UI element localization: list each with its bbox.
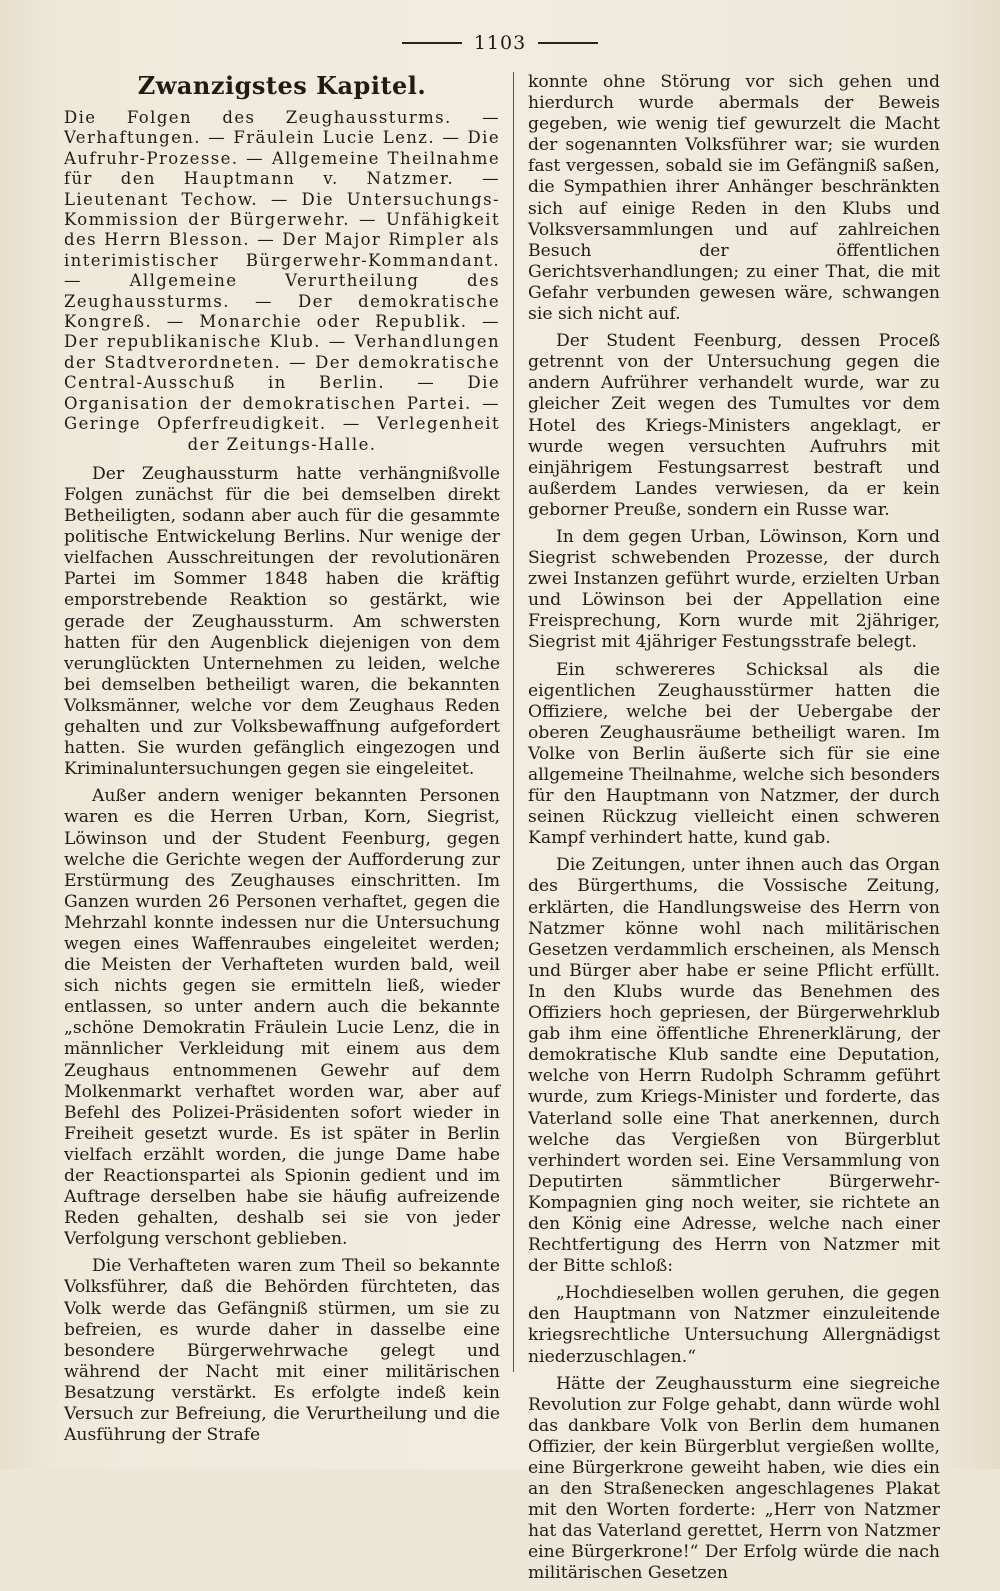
page-header xyxy=(0,30,1000,56)
paragraph: Die Zeitungen, unter ihnen auch das Organ des Bürgerthums, die Vossische Zeitung, erklärten, die Handlungsweise des Herrn von Natzmer könne wohl nach militärischen Gesetzen verdammlich erscheinen, als Mensch und Bürger aber habe er seine Pflicht erfüllt. In den Klubs wurde das Benehmen des Offiziers hoch gepriesen, der Bürgerwehrklub gab ihm eine öffentliche Ehrenerklärung, der demokratische Klub sandte eine Deputation, welche von Herrn Rudolph Schramm geführt wurde, zum Kriegs-Minister und forderte, das Vaterland solle eine That anerkennen, durch welche das Vergießen von Bürgerblut verhindert worden sei. Eine Versammlung von Deputirten sämmtlicher Bürgerwehr-Kompagnien ging noch weiter, sie richtete an den König eine Adresse, welche nach einer Rechtfertigung des Herrn von Natzmer mit der Bitte schloß: xyxy=(528,855,940,1277)
paragraph: Der Student Feenburg, dessen Proceß getrennt von der Untersuchung gegen die andern Aufrührer verhandelt wurde, war zu gleicher Zeit wegen des Tumultes vor dem Hotel des Kriegs-Ministers angeklagt, er wurde wegen versuchten Aufruhrs mit einjährigem Festungsarrest bestraft und außerdem Landes verwiesen, da er kein geborner Preuße, sondern ein Russe war. xyxy=(528,331,940,520)
paragraph: Hätte der Zeughaussturm eine siegreiche Revolution zur Folge gehabt, dann würde wohl das dankbare Volk von Berlin dem humanen Offizier, der kein Bürgerblut vergießen wollte, eine Bürgerkrone geweiht haben, wie dies ein an den Straßenecken angeschlagenes Plakat mit den Worten forderte: „Herr von Natzmer hat das Vaterland gerettet, Herrn von Natzmer eine Bürgerkrone!“ Der Erfolg würde die nach militärischen Gesetzen xyxy=(528,1373,940,1584)
right-column xyxy=(528,72,940,1591)
page-number: 1103 xyxy=(473,32,527,54)
header-rule-right xyxy=(538,42,598,44)
paragraph-continued: konnte ohne Störung vor sich gehen und hierdurch wurde abermals der Beweis gegeben, wie wenig tief gewurzelt die Macht der sogenannten Volksführer war; sie wurden fast vergessen, sobald sie im Gefängniß saßen, die Sympathien ihrer Anhänger beschränkten sich auf einige Reden in den Klubs und Volksversammlungen und auf zahlreichen Besuch der öffentlichen Gerichtsverhandlungen; zu einer That, die mit Gefahr verbunden gewesen wäre, schwangen sie sich nicht auf. xyxy=(528,72,940,325)
paragraph: Der Zeughaussturm hatte verhängnißvolle Folgen zunächst für die bei demselben direkt Betheiligten, sodann aber auch für die gesammte politische Entwickelung Berlins. Nur wenige der vielfachen Ausschreitungen der revolutionären Partei im Sommer 1848 haben die kräftig emporstrebende Reaktion so gestärkt, wie gerade der Zeughaussturm. Am schwersten hatten für den Augenblick diejenigen von dem verunglückten Unternehmen zu leiden, welche bei demselben betheiligt waren, die bekannten Volksmänner, welche vor dem Zeughaus Reden gehalten und zur Volksbewaffnung aufgefordert hatten. Sie wurden gefänglich eingezogen und Kriminaluntersuchungen gegen sie eingeleitet. xyxy=(64,463,500,780)
paragraph: Ein schwereres Schicksal als die eigentlichen Zeughausstürmer hatten die Offiziere, welche bei der Uebergabe der oberen Zeughausräume betheiligt waren. Im Volke von Berlin äußerte sich für sie eine allgemeine Theilnahme, welche sich besonders für den Hauptmann von Natzmer, der durch seinen Rückzug vielleicht einen schweren Kampf verhindert hatte, kund gab. xyxy=(528,659,940,849)
paragraph: In dem gegen Urban, Löwinson, Korn und Siegrist schwebenden Prozesse, der durch zwei Instanzen geführt wurde, erzielten Urban und Löwinson bei der Appellation eine Freisprechung, Korn wurde mit 2jähriger, Siegrist mit 4jähriger Festungsstrafe belegt. xyxy=(528,526,940,653)
chapter-summary: Die Folgen des Zeughaussturms. — Verhaftungen. — Fräulein Lucie Lenz. — Die Aufruhr-Prozesse. — Allgemeine Theilnahme für den Hauptmann v. Natzmer. — Lieutenant Techow. — Die Untersuchungs-Kommission der Bürgerwehr. — Unfähigkeit des Herrn Blesson. — Der Major Rimpler als interimistischer Bürgerwehr-Kommandant. — Allgemeine Verurtheilung des Zeughaussturms. — Der demokratische Kongreß. — Monarchie oder Republik. — Der republikanische Klub. — Verhandlungen der Stadtverordneten. — Der demokratische Central-Ausschuß in Berlin. — Die Organisation der demokratischen Partei. — Geringe Opferfreudigkeit. — Verlegenheit der Zeitungs-Halle. xyxy=(64,108,500,454)
column-divider xyxy=(513,72,514,1372)
paragraph: Die Verhafteten waren zum Theil so bekannte Volksführer, daß die Behörden fürchteten, das Volk werde das Gefängniß stürmen, um sie zu befreien, es wurde daher in dasselbe eine besondere Bürgerwehrwache gelegt und während der Nacht mit einer militärischen Besatzung verstärkt. Es erfolgte indeß kein Versuch zur Befreiung, die Verurtheilung und die Ausführung der Strafe xyxy=(64,1256,500,1446)
chapter-title: Zwanzigstes Kapitel. xyxy=(137,71,427,100)
quotation: „Hochdieselben wollen geruhen, die gegen den Hauptmann von Natzmer einzuleitende kriegsrechtliche Untersuchung Allergnädigst niederzuschlagen.“ xyxy=(528,1283,940,1367)
left-column xyxy=(64,72,500,1452)
paragraph: Außer andern weniger bekannten Personen waren es die Herren Urban, Korn, Siegrist, Löwinson und der Student Feenburg, gegen welche die Gerichte wegen der Aufforderung zur Erstürmung des Zeughauses einschritten. Im Ganzen wurden 26 Personen verhaftet, gegen die Mehrzahl konnte indessen nur die Untersuchung wegen eines Waffenraubes eingeleitet werden; die Meisten der Verhafteten wurden bald, weil sich nichts gegen sie ermitteln ließ, wieder entlassen, so unter andern auch die bekannte „schöne Demokratin Fräulein Lucie Lenz, die in männlicher Verkleidung mit einem aus dem Zeughaus entnommenen Gewehr auf dem Molkenmarkt verhaftet worden war, aber auf Befehl des Polizei-Präsidenten sofort wieder in Freiheit gesetzt wurde. Es ist später in Berlin vielfach erzählt worden, die junge Dame habe der Reactionspartei als Spionin gedient und im Auftrage derselben habe sie häufig aufreizende Reden gehalten, deshalb sei sie von jeder Verfolgung verschont geblieben. xyxy=(64,786,500,1250)
header-rule-left xyxy=(402,42,462,44)
